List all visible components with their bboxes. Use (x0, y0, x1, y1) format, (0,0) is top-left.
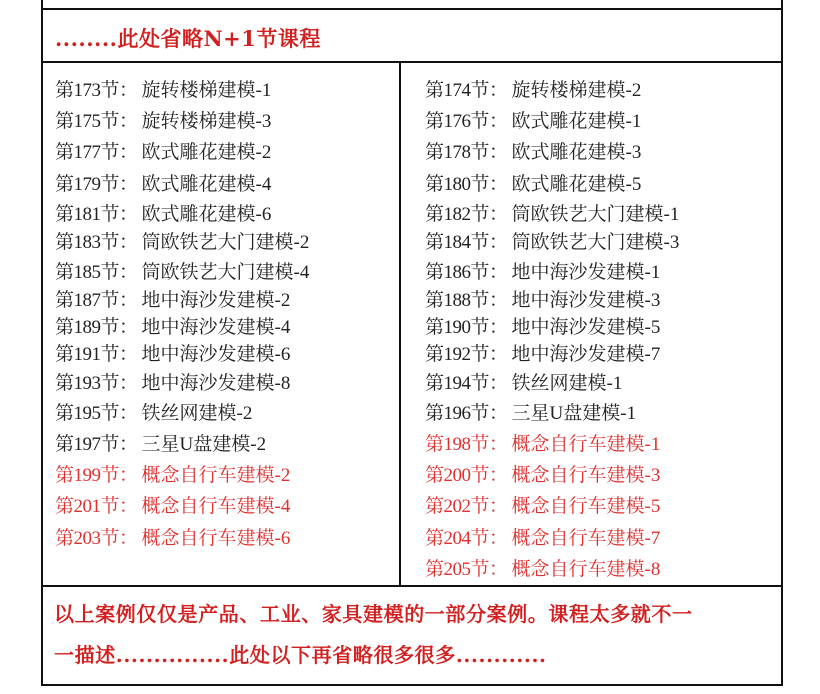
lesson-item (425, 106, 641, 133)
lesson-item (425, 199, 679, 226)
lesson-title: 概念自行车建模-7 (511, 528, 661, 549)
lesson-grid (43, 63, 781, 587)
omitted-courses-note: ........此处省略N+1节课程 (55, 26, 321, 51)
lesson-title: 筒欧铁艺大门建模-3 (511, 232, 680, 253)
lesson-title: 欧式雕花建模-6 (141, 204, 272, 225)
lesson-item (55, 339, 290, 366)
lesson-number: 第181节： (55, 204, 138, 225)
lesson-title: 旋转楼梯建模-3 (141, 111, 272, 132)
lesson-title: 地中海沙发建模-1 (511, 262, 661, 283)
lesson-item (425, 429, 660, 456)
lesson-title: 欧式雕花建模-4 (141, 174, 272, 195)
lesson-title: 地中海沙发建模-4 (141, 317, 291, 338)
lesson-item (425, 257, 660, 284)
lesson-number: 第189节： (55, 317, 138, 338)
lesson-item (55, 312, 290, 339)
lesson-title: 地中海沙发建模-3 (511, 290, 661, 311)
lesson-item (425, 339, 660, 366)
lesson-item (55, 137, 271, 164)
lesson-title: 概念自行车建模-6 (141, 528, 291, 549)
lesson-number: 第201节： (55, 496, 138, 517)
lesson-title: 欧式雕花建模-5 (511, 174, 642, 195)
lesson-number: 第173节： (55, 80, 138, 101)
lesson-title: 欧式雕花建模-2 (141, 142, 272, 163)
header-row (43, 8, 781, 63)
lesson-item (55, 285, 290, 312)
lesson-item (425, 75, 641, 102)
lesson-item (55, 368, 290, 395)
lesson-title: 三星U盘建模-2 (141, 434, 267, 455)
lesson-title: 欧式雕花建模-3 (511, 142, 642, 163)
lesson-item (55, 491, 290, 518)
lesson-title: 筒欧铁艺大门建模-4 (141, 262, 310, 283)
lesson-number: 第202节： (425, 496, 508, 517)
lesson-title: 铁丝网建模-1 (511, 373, 623, 394)
lesson-item (425, 285, 660, 312)
lesson-title: 旋转楼梯建模-2 (511, 80, 642, 101)
lesson-title: 地中海沙发建模-5 (511, 317, 661, 338)
lesson-item (55, 257, 309, 284)
lesson-item (55, 523, 290, 550)
lesson-title: 筒欧铁艺大门建模-1 (511, 204, 680, 225)
lesson-number: 第182节： (425, 204, 508, 225)
lesson-title: 概念自行车建模-5 (511, 496, 661, 517)
lesson-item (425, 491, 660, 518)
lesson-title: 概念自行车建模-3 (511, 465, 661, 486)
footer-line-2: 一描述...............此处以下再省略很多很多............ (54, 643, 547, 667)
lesson-item (425, 523, 660, 550)
lesson-item (425, 398, 636, 425)
lesson-title: 旋转楼梯建模-1 (141, 80, 272, 101)
lesson-number: 第193节： (55, 373, 138, 394)
lesson-item (425, 460, 660, 487)
course-sheet (41, 0, 783, 686)
lesson-number: 第180节： (425, 174, 508, 195)
lesson-item (55, 199, 271, 226)
footer-line-1: 以上案例仅仅是产品、工业、家具建模的一部分案例。课程太多就不一 (54, 602, 693, 626)
lesson-number: 第198节： (425, 434, 508, 455)
lesson-number: 第190节： (425, 317, 508, 338)
lesson-number: 第188节： (425, 290, 508, 311)
lesson-number: 第174节： (425, 80, 508, 101)
lesson-title: 概念自行车建模-1 (511, 434, 661, 455)
lesson-number: 第204节： (425, 528, 508, 549)
lesson-item (55, 429, 266, 456)
lesson-title: 欧式雕花建模-1 (511, 111, 642, 132)
lesson-number: 第192节： (425, 344, 508, 365)
lesson-item (425, 312, 660, 339)
lesson-number: 第199节： (55, 465, 138, 486)
lesson-number: 第195节： (55, 403, 138, 424)
lesson-number: 第205节： (425, 559, 508, 580)
lesson-number: 第186节： (425, 262, 508, 283)
lesson-item (55, 106, 271, 133)
lesson-item (425, 554, 660, 581)
lesson-item (55, 227, 309, 254)
footer-note (43, 587, 781, 684)
lesson-item (55, 398, 252, 425)
lesson-title: 地中海沙发建模-6 (141, 344, 291, 365)
lesson-item (55, 460, 290, 487)
lesson-number: 第200节： (425, 465, 508, 486)
lesson-title: 筒欧铁艺大门建模-2 (141, 232, 310, 253)
lesson-number: 第187节： (55, 290, 138, 311)
lesson-item (425, 169, 641, 196)
lesson-number: 第178节： (425, 142, 508, 163)
lesson-title: 地中海沙发建模-2 (141, 290, 291, 311)
lesson-item (55, 169, 271, 196)
lesson-number: 第184节： (425, 232, 508, 253)
lesson-title: 地中海沙发建模-7 (511, 344, 661, 365)
lesson-number: 第176节： (425, 111, 508, 132)
lesson-number: 第203节： (55, 528, 138, 549)
lesson-title: 概念自行车建模-4 (141, 496, 291, 517)
lesson-number: 第196节： (425, 403, 508, 424)
lesson-number: 第185节： (55, 262, 138, 283)
lesson-title: 地中海沙发建模-8 (141, 373, 291, 394)
lesson-number: 第183节： (55, 232, 138, 253)
lesson-number: 第175节： (55, 111, 138, 132)
lesson-item (55, 75, 271, 102)
lesson-title: 概念自行车建模-2 (141, 465, 291, 486)
lesson-number: 第191节： (55, 344, 138, 365)
lesson-number: 第194节： (425, 373, 508, 394)
lesson-title: 概念自行车建模-8 (511, 559, 661, 580)
lesson-item (425, 227, 679, 254)
lesson-number: 第197节： (55, 434, 138, 455)
column-divider (399, 63, 401, 585)
lesson-title: 三星U盘建模-1 (511, 403, 637, 424)
lesson-item (425, 137, 641, 164)
lesson-title: 铁丝网建模-2 (141, 403, 253, 424)
lesson-number: 第179节： (55, 174, 138, 195)
lesson-number: 第177节： (55, 142, 138, 163)
lesson-item (425, 368, 622, 395)
